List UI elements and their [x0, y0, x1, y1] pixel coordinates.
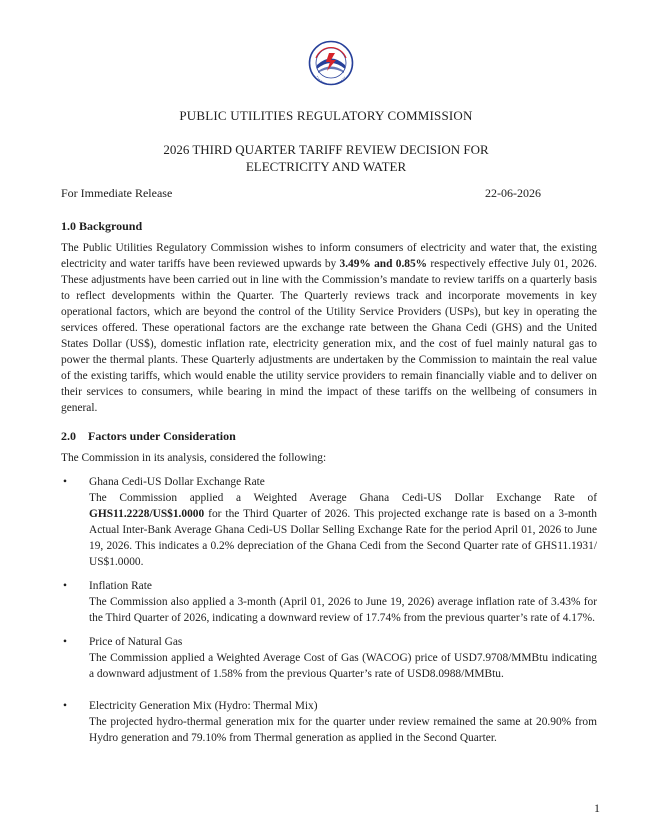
- background-paragraph: [61, 240, 597, 416]
- background-text-start: The Public Utilities Regulatory Commission wishes to inform consumers of electricity and water that, the existing electricity and water tariffs have been reviewed upwards by: [61, 242, 597, 270]
- background-text-end: respectively effective July 01, 2026. These adjustments have been carried out in line with the Commission’s mandate to review tariffs on a quarterly basis to reflect developments within the Quarter. The Quarterly reviews track and incorporate movements in key operational factors, which are beyond the control of the Utility Service Providers (USPs), but key in operating the services offered. These operational factors are the exchange rate between the Ghana Cedi (GHS) and the United States Dollar (US$), domestic inflation rate, electricity generation mix, and the cost of fuel mainly natural gas to power the thermal plants. These Quarterly adjustments are undertaken by the Commission to maintain the real value of the existing tariffs, which would enable the utility service providers to remain financially viable and to deliver on their services to consumers, while bearing in mind the impact of these tariffs on the wellbeing of consumers in general.: [61, 258, 597, 414]
- bullet-dot: •: [63, 580, 67, 592]
- release-date: 22-06-2026: [485, 186, 541, 200]
- page-number: 1: [594, 801, 600, 815]
- bullet-inflation: [61, 578, 597, 626]
- bullet-text-start: The Commission applied a Weighted Average Ghana Cedi-US Dollar Exchange Rate of: [89, 492, 597, 504]
- bullet-generation-mix: [61, 698, 597, 746]
- exchange-rate-value: GHS11.2228/US$1.0000: [89, 508, 205, 520]
- factors-intro: The Commission in its analysis, considered the following:: [61, 452, 327, 464]
- bullet-text: The Commission also applied a 3-month (April 01, 2026 to June 19, 2026) average inflation rate of 3.43% for the Third Quarter of 2026, indicating a downward review of 17.74% from the previous quarter’s rate of 4.17%.: [89, 596, 597, 624]
- bullet-dot: •: [63, 700, 67, 712]
- bullet-text: The projected hydro-thermal generation mix for the quarter under review remained the same at 20.90% from Hydro generation and 79.10% from Thermal generation as applied in the Second Quarter.: [89, 716, 597, 744]
- factors-section: [61, 428, 597, 746]
- title-line-2: ELECTRICITY AND WATER: [245, 159, 407, 174]
- bullet-text: The Commission applied a Weighted Average Cost of Gas (WACOG) price of USD7.9708/MMBtu indicating a downward adjustment of 1.58% from the previous Quarter’s rate of USD8.0988/MMBtu.: [89, 652, 597, 680]
- release-label: For Immediate Release: [61, 186, 173, 200]
- organization-name: PUBLIC UTILITIES REGULATORY COMMISSION: [179, 108, 473, 123]
- background-section: [61, 218, 597, 416]
- bullet-exchange-rate: [61, 474, 597, 570]
- bullet-natural-gas: [61, 634, 597, 682]
- bullet-dot: •: [63, 636, 67, 648]
- document-body: [61, 218, 597, 754]
- tariff-increase-values: 3.49% and 0.85%: [339, 258, 428, 270]
- background-heading: 1.0 Background: [61, 219, 143, 233]
- purc-seal-icon: [308, 40, 354, 86]
- factors-heading: 2.0 Factors under Consideration: [61, 429, 236, 443]
- bullet-dot: •: [63, 476, 67, 488]
- bullet-title: Ghana Cedi-US Dollar Exchange Rate: [89, 476, 265, 488]
- bullet-title: Inflation Rate: [89, 580, 152, 592]
- title-line-1: 2026 THIRD QUARTER TARIFF REVIEW DECISION FOR: [163, 142, 489, 157]
- page-title: [0, 141, 652, 175]
- release-row: [61, 185, 541, 201]
- bullet-text: [89, 490, 597, 570]
- bullet-title: Price of Natural Gas: [89, 636, 183, 648]
- bullet-text-end: for the Third Quarter of 2026. This projected exchange rate is based on a 3-month Actual Inter-Bank Average Ghana Cedi-US Dollar Selling Exchange Rate for the period April 01, 2026 to June 19, 2026. This indicates a 0.2% depreciation of the Ghana Cedi from the Second Quarter rate of GHS11.1931/ US$1.0000.: [89, 508, 597, 568]
- bullet-title: Electricity Generation Mix (Hydro: Thermal Mix): [89, 700, 318, 712]
